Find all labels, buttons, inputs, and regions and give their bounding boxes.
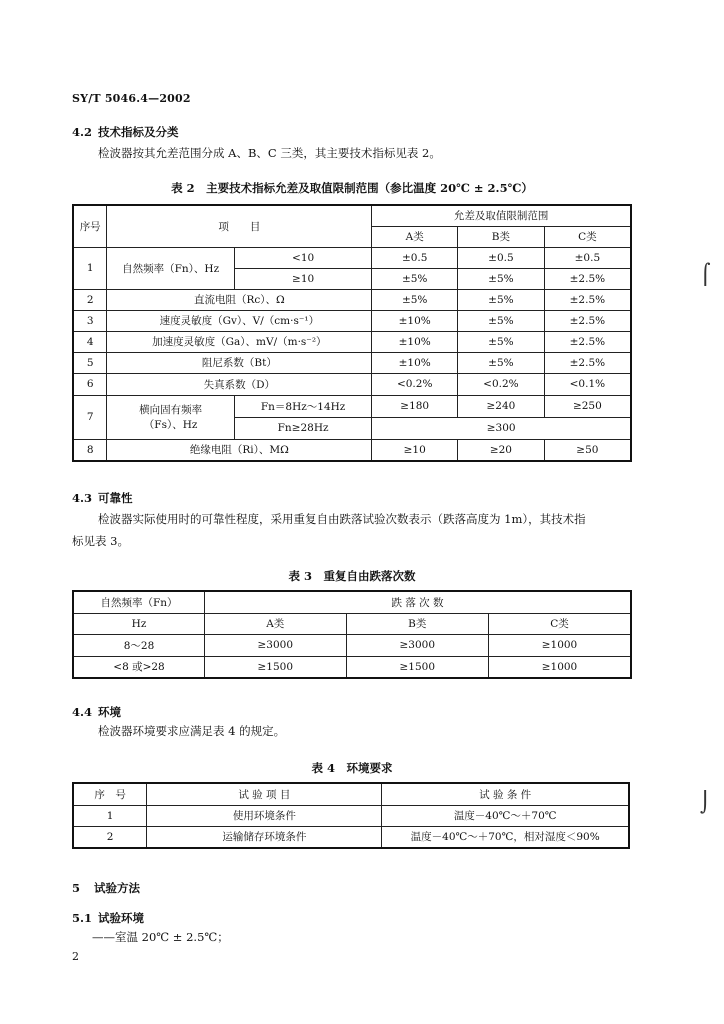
document-header: SY/T 5046.4—2002 — [72, 92, 191, 105]
section-title: 技术指标及分类 — [98, 125, 179, 139]
row-no: 8 — [73, 439, 107, 461]
cell-a: ≥3000 — [205, 634, 346, 656]
section-number: 5 — [72, 881, 81, 895]
cell-b: ±0.5 — [458, 247, 545, 268]
section-4-4-heading — [72, 704, 121, 720]
cell-a: ±10% — [372, 310, 458, 331]
section-5-1-heading — [72, 910, 144, 926]
cell-b: ≥240 — [458, 395, 545, 417]
cell-a: ±0.5 — [372, 247, 458, 268]
row-no: 1 — [73, 247, 107, 289]
row-no: 3 — [73, 310, 107, 331]
cell-a: ≥1500 — [205, 656, 346, 678]
section-title: 环境 — [98, 705, 121, 719]
cell-b: ±5% — [458, 331, 545, 352]
row-item: 加速度灵敏度（Ga）、mV/（m·s⁻²） — [107, 331, 372, 352]
row-item-line-1: 横向固有频率 — [139, 404, 203, 416]
header-drop-count: 跌 落 次 数 — [205, 591, 631, 613]
cell-b: ±5% — [458, 310, 545, 331]
cell-c: <0.1% — [544, 373, 631, 395]
table-2-caption: 表 2 主要技术指标允差及取值限制范围（参比温度 20℃ ± 2.5℃） — [171, 181, 533, 195]
cell-b: <0.2% — [458, 373, 545, 395]
header-condition: 试 验 条 件 — [382, 783, 629, 805]
cell-a: ≥180 — [372, 395, 458, 417]
header-class-c: C类 — [488, 613, 631, 634]
row-no: 2 — [73, 289, 107, 310]
section-5-heading — [72, 880, 140, 896]
cell-b: ±5% — [458, 352, 545, 373]
cell-c: ±2.5% — [544, 310, 631, 331]
row-condition: ≥10 — [234, 268, 371, 289]
cell-c: ±2.5% — [544, 289, 631, 310]
section-4-3-line-2: 标见表 3。 — [72, 534, 129, 548]
cell-b: ±5% — [458, 268, 545, 289]
row-frequency: 8～28 — [73, 634, 205, 656]
row-no: 5 — [73, 352, 107, 373]
cell-a: ±10% — [372, 331, 458, 352]
cell-c: ±2.5% — [544, 331, 631, 352]
header-unit: Hz — [73, 613, 205, 634]
header-class-a: A类 — [205, 613, 346, 634]
section-title: 可靠性 — [98, 491, 133, 505]
cell-c: ±2.5% — [544, 352, 631, 373]
header-item: 项 目 — [107, 205, 372, 247]
table-3-caption: 表 3 重复自由跌落次数 — [288, 569, 416, 583]
row-item-line-2: （Fs）、Hz — [143, 419, 198, 431]
table-2 — [72, 204, 632, 462]
row-no: 1 — [73, 805, 147, 826]
cell-b: ±5% — [458, 289, 545, 310]
section-title: 试验环境 — [98, 911, 144, 925]
header-no: 序号 — [73, 205, 107, 247]
section-number: 4.3 — [72, 491, 93, 505]
cell-all-classes: ≥300 — [372, 417, 631, 439]
cell-a: ≥10 — [372, 439, 458, 461]
cell-a: ±5% — [372, 268, 458, 289]
header-no: 序 号 — [73, 783, 147, 805]
section-title: 试验方法 — [94, 881, 140, 895]
scan-mark-icon: ⌠ — [700, 262, 711, 286]
section-4-3-line-1: 检波器实际使用时的可靠性程度，采用重复自由跌落试验次数表示（跌落高度为 1m），其技术指 — [98, 512, 586, 526]
section-5-1-text: ——室温 20℃ ± 2.5℃； — [92, 930, 229, 944]
row-item: 失真系数（D） — [107, 373, 372, 395]
header-class-c: C类 — [544, 226, 631, 247]
row-no: 4 — [73, 331, 107, 352]
page-number: 2 — [72, 950, 79, 963]
header-class-b: B类 — [458, 226, 545, 247]
scan-mark-icon: ⌡ — [700, 790, 711, 814]
cell-a: ±5% — [372, 289, 458, 310]
row-item: 速度灵敏度（Gv）、V/（cm·s⁻¹） — [107, 310, 372, 331]
cell-c: ≥50 — [544, 439, 631, 461]
section-number: 4.2 — [72, 125, 93, 139]
section-4-4-text: 检波器环境要求应满足表 4 的规定。 — [98, 724, 286, 738]
row-condition: 温度－40℃～＋70℃ — [382, 805, 629, 826]
row-item: 绝缘电阻（Ri）、MΩ — [107, 439, 372, 461]
table-4 — [72, 782, 630, 849]
row-item: 直流电阻（Rc）、Ω — [107, 289, 372, 310]
cell-a: <0.2% — [372, 373, 458, 395]
row-condition: <10 — [234, 247, 371, 268]
section-number: 4.4 — [72, 705, 93, 719]
header-frequency: 自然频率（Fn） — [73, 591, 205, 613]
row-item: 运输储存环境条件 — [147, 826, 382, 848]
cell-c: ≥1000 — [488, 634, 631, 656]
row-condition: Fn＝8Hz～14Hz — [234, 395, 371, 417]
row-item — [107, 395, 234, 439]
section-4-2-heading — [72, 124, 179, 140]
cell-c: ±2.5% — [544, 268, 631, 289]
row-item: 使用环境条件 — [147, 805, 382, 826]
row-condition: Fn≥28Hz — [234, 417, 371, 439]
row-no: 7 — [73, 395, 107, 439]
section-4-2-text: 检波器按其允差范围分成 A、B、C 三类，其主要技术指标见表 2。 — [98, 146, 441, 160]
row-item: 阻尼系数（Bt） — [107, 352, 372, 373]
cell-b: ≥3000 — [346, 634, 488, 656]
cell-b: ≥20 — [458, 439, 545, 461]
header-range: 允差及取值限制范围 — [372, 205, 631, 226]
header-class-a: A类 — [372, 226, 458, 247]
row-condition: 温度－40℃～＋70℃，相对湿度＜90% — [382, 826, 629, 848]
cell-c: ±0.5 — [544, 247, 631, 268]
section-number: 5.1 — [72, 911, 93, 925]
row-item: 自然频率（Fn）、Hz — [107, 247, 234, 289]
cell-b: ≥1500 — [346, 656, 488, 678]
cell-a: ±10% — [372, 352, 458, 373]
cell-c: ≥250 — [544, 395, 631, 417]
table-4-caption: 表 4 环境要求 — [311, 761, 393, 775]
header-item: 试 验 项 目 — [147, 783, 382, 805]
header-class-b: B类 — [346, 613, 488, 634]
section-4-3-heading — [72, 490, 133, 506]
row-no: 2 — [73, 826, 147, 848]
table-3 — [72, 590, 632, 679]
row-frequency: <8 或>28 — [73, 656, 205, 678]
row-no: 6 — [73, 373, 107, 395]
cell-c: ≥1000 — [488, 656, 631, 678]
